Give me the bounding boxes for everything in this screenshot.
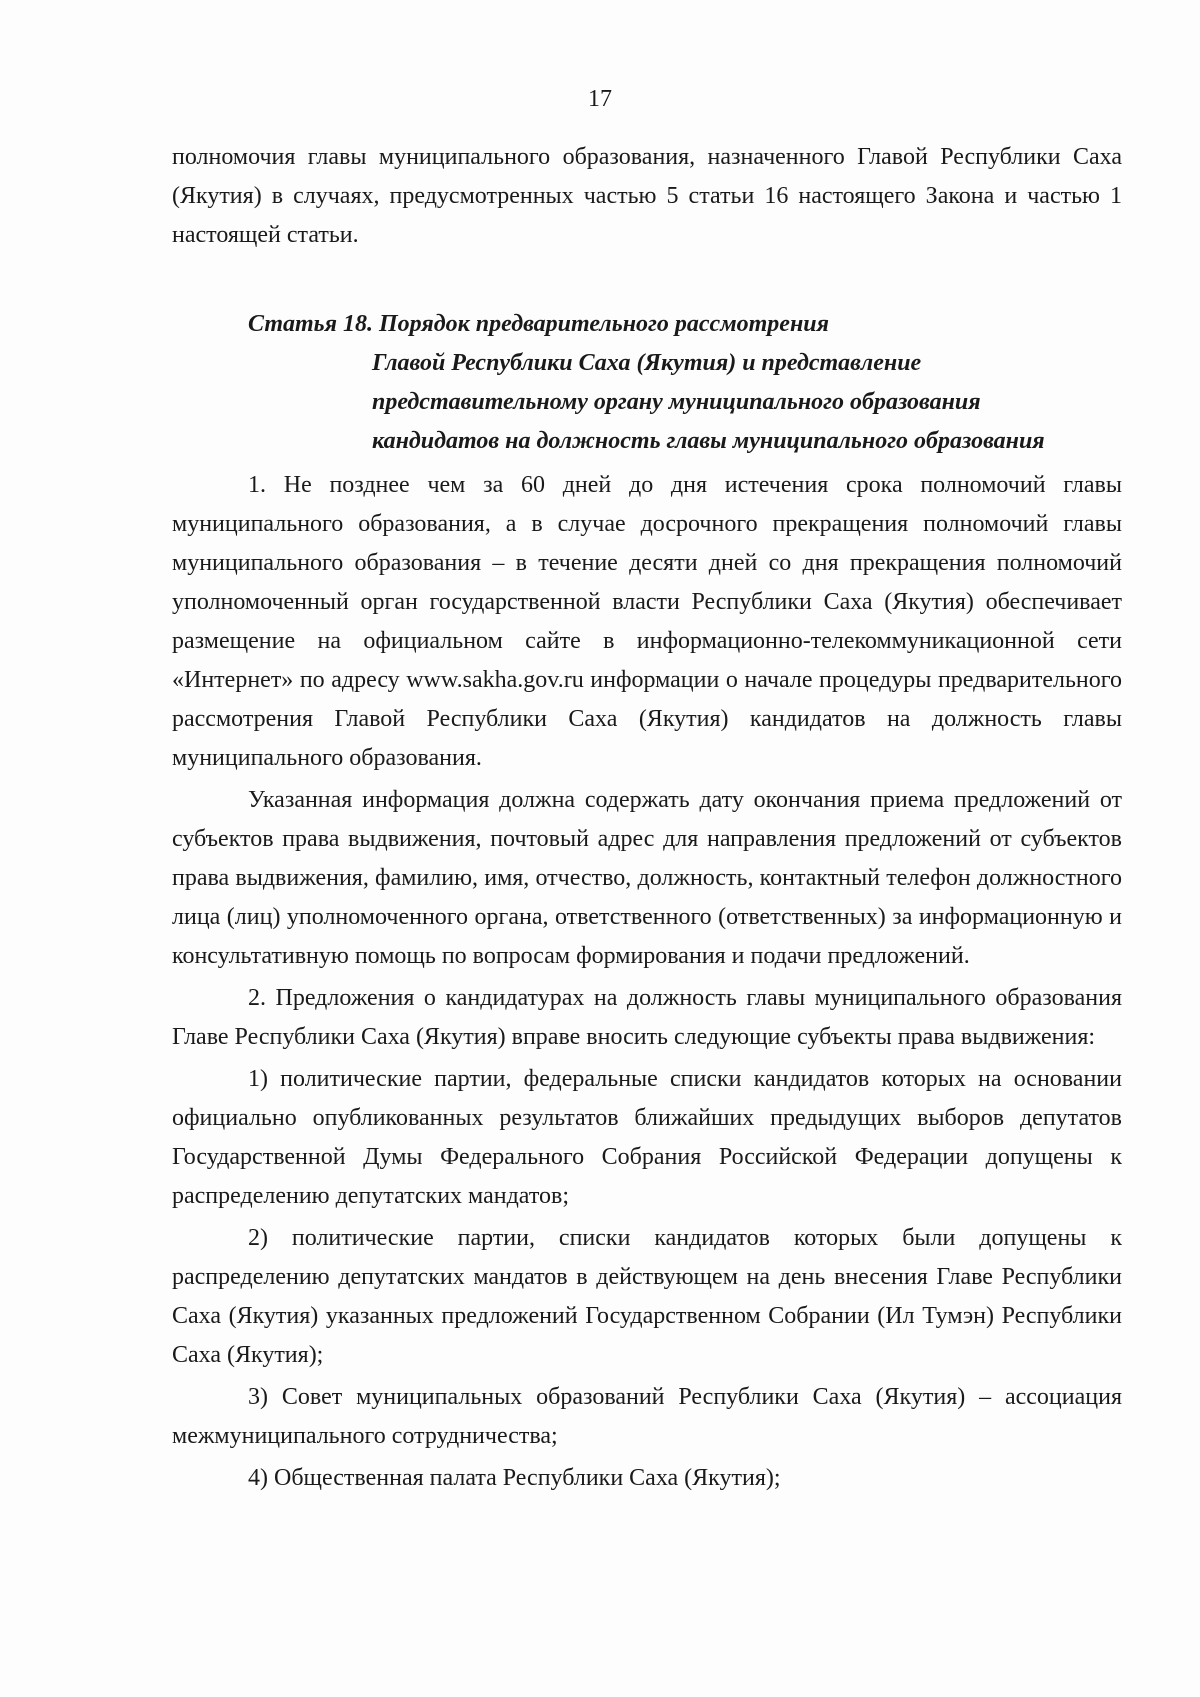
list-item: 3) Совет муниципальных образований Республики Саха (Якутия) – ассоциация межмуниципального сотрудничества; <box>172 1384 1122 1449</box>
article-paragraph: 2. Предложения о кандидатурах на должность главы муниципального образования Главе Республики Саха (Якутия) вправе вносить следующие субъекты права выдвижения: <box>172 985 1122 1050</box>
article-heading-line: Статья 18. Порядок предварительного рассмотрения <box>248 311 829 337</box>
list-item: 1) политические партии, федеральные списки кандидатов которых на основании официально опубликованных результатов ближайших предыдущих выборов депутатов Государственной Думы Федерального Собрания Российской Федерации допущены к распределению депутатских мандатов; <box>172 1066 1122 1209</box>
page-number: 17 <box>588 86 612 112</box>
article-body <box>172 466 1122 1498</box>
article-heading-line: представительному органу муниципального образования <box>372 389 981 415</box>
article-paragraph: 1. Не позднее чем за 60 дней до дня истечения срока полномочий главы муниципального образования, а в случае досрочного прекращения полномочий главы муниципального образования – в течение десяти дней со дня прекращения полномочий уполномоченный орган государственной власти Республики Саха (Якутия) обеспечивает размещение на официальном сайте в информационно-телекоммуникационной сети «Интернет» по адресу www.sakha.gov.ru информации о начале процедуры предварительного рассмотрения Главой Республики Саха (Якутия) кандидатов на должность главы муниципального образования. <box>172 472 1122 771</box>
article-heading-line: кандидатов на должность главы муниципального образования <box>372 428 1045 454</box>
intro-paragraph: полномочия главы муниципального образования, назначенного Главой Республики Саха (Якутия) в случаях, предусмотренных частью 5 статьи 16 настоящего Закона и частью 1 настоящей статьи. <box>172 144 1122 248</box>
article-heading-line: Главой Республики Саха (Якутия) и представление <box>372 350 922 376</box>
article-paragraph: Указанная информация должна содержать дату окончания приема предложений от субъектов права выдвижения, почтовый адрес для направления предложений от субъектов права выдвижения, фамилию, имя, отчество, должность, контактный телефон должностного лица (лиц) уполномоченного органа, ответственного (ответственных) за информационную и консультативную помощь по вопросам формирования и подачи предложений. <box>172 787 1122 969</box>
intro-paragraph-block <box>172 138 1122 255</box>
list-item: 2) политические партии, списки кандидатов которых были допущены к распределению депутатских мандатов в действующем на день внесения Главе Республики Саха (Якутия) указанных предложений Государственном Собрании (Ил Тумэн) Республики Саха (Якутия); <box>172 1225 1122 1368</box>
list-item: 4) Общественная палата Республики Саха (Якутия); <box>248 1465 781 1491</box>
article-heading <box>172 305 1132 461</box>
